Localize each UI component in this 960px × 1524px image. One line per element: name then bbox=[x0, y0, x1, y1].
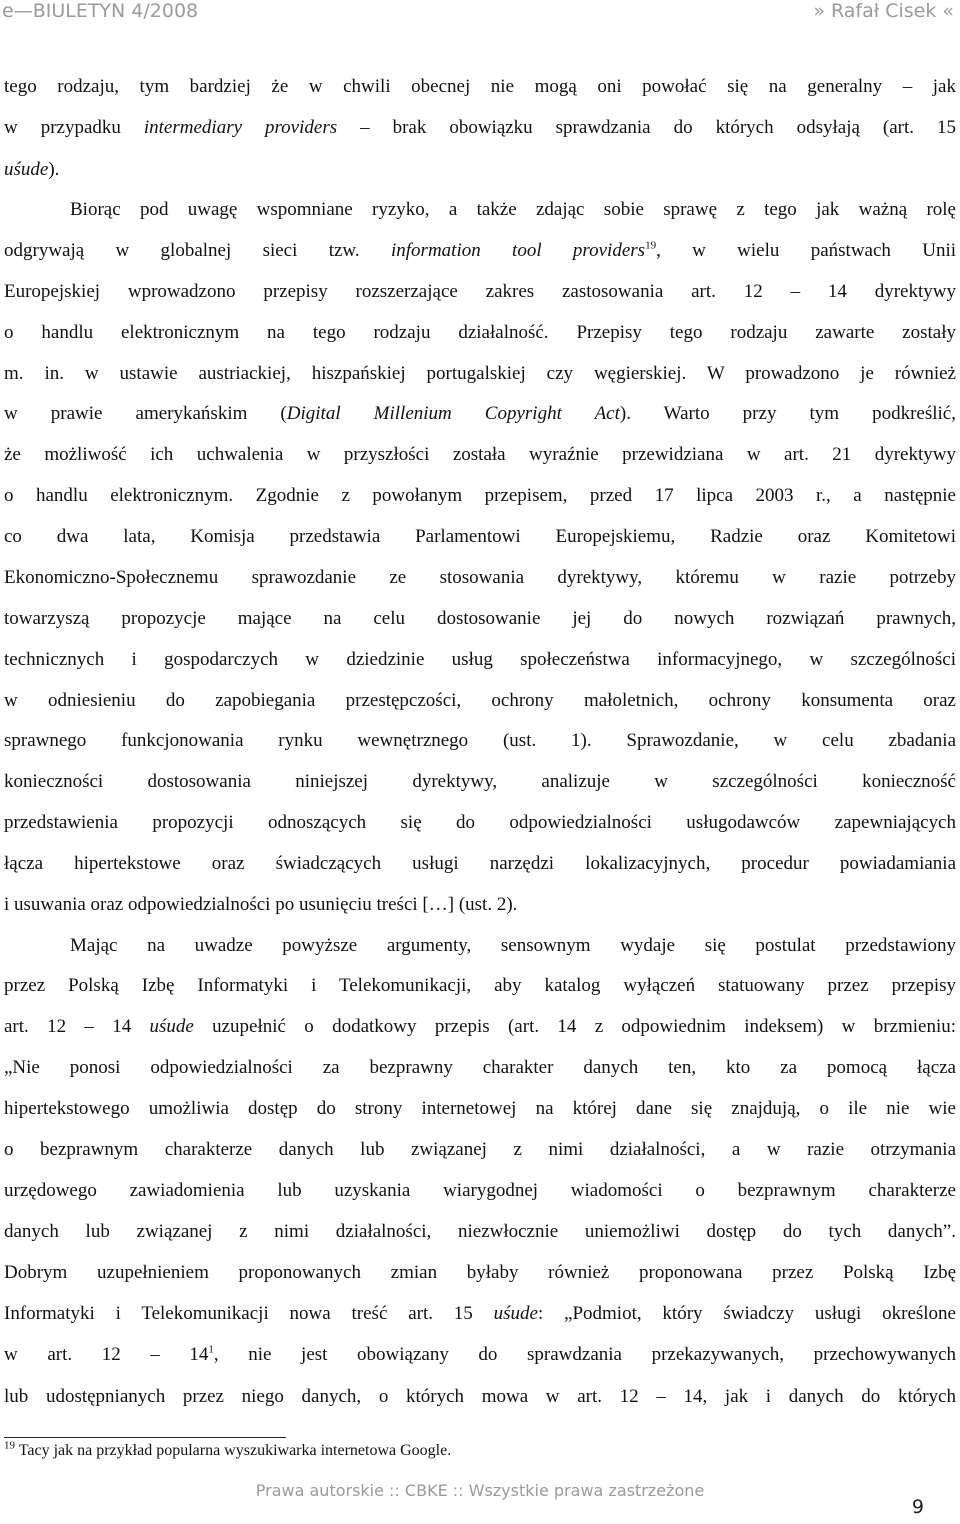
text-line: że możliwość ich uchwalenia w przyszłości została wyraźnie przewidziana w art. 21 dyrektywy bbox=[4, 444, 956, 465]
header-left: e—BIULETYN 4/2008 bbox=[2, 0, 199, 22]
text-line: Europejskiej wprowadzono przepisy rozszerzające zakres zastosowania art. 12 – 14 dyrektywy bbox=[4, 281, 956, 302]
text-line: przedstawienia propozycji odnoszących się do odpowiedzialności usługodawców zapewniających bbox=[4, 812, 956, 833]
footnote bbox=[4, 1439, 452, 1460]
text-line: sprawnego funkcjonowania rynku wewnętrznego (ust. 1). Sprawozdanie, w celu zbadania bbox=[4, 730, 956, 751]
index-superscript: 1 bbox=[208, 1343, 214, 1356]
text-line: Ekonomiczno-Społecznemu sprawozdanie ze stosowania dyrektywy, któremu w razie potrzeby bbox=[4, 567, 956, 588]
text-line: „Nie ponosi odpowiedzialności za bezprawny charakter danych ten, kto za pomocą łącza bbox=[4, 1057, 956, 1078]
text-line: towarzyszą propozycje mające na celu dostosowanie jej do nowych rozwiązań prawnych, bbox=[4, 608, 956, 629]
text-line: tego rodzaju, tym bardziej że w chwili obecnej nie mogą oni powołać się na generalny – jak bbox=[4, 76, 956, 97]
text-line: konieczności dostosowania niniejszej dyrektywy, analizuje w szczególności konieczność bbox=[4, 771, 956, 792]
text-line: technicznych i gospodarczych w dziedzinie usług społeczeństwa informacyjnego, w szczególności bbox=[4, 649, 956, 670]
text-line: m. in. w ustawie austriackiej, hiszpańskiej portugalskiej czy węgierskiej. W prowadzono je również bbox=[4, 363, 956, 384]
page-number: 9 bbox=[911, 1496, 924, 1518]
text-line: Biorąc pod uwagę wspomniane ryzyko, a także zdając sobie sprawę z tego jak ważną rolę bbox=[70, 199, 956, 220]
text-line: co dwa lata, Komisja przedstawia Parlamentowi Europejskiemu, Radzie oraz Komitetowi bbox=[4, 526, 956, 547]
footnote-text: Tacy jak na przykład popularna wyszukiwarka internetowa Google. bbox=[18, 1442, 452, 1459]
text-line: przez Polską Izbę Informatyki i Telekomunikacji, aby katalog wyłączeń statuowany przez przepisy bbox=[4, 975, 956, 996]
text-line: Informatyki i Telekomunikacji nowa treść art. 15 uśude: „Podmiot, który świadczy usługi określone bbox=[4, 1303, 956, 1324]
text-line: odgrywają w globalnej sieci tzw. information tool providers$^{19}$, w wielu państwach Unii bbox=[4, 239, 957, 261]
text-line: w odniesieniu do zapobiegania przestępczości, ochrony małoletnich, ochrony konsumenta oraz bbox=[4, 690, 956, 711]
footnote-number: 19 bbox=[4, 1439, 15, 1452]
footer-copyright: Prawa autorskie :: CBKE :: Wszystkie prawa zastrzeżone bbox=[255, 1481, 705, 1500]
text-line: w przypadku intermediary providers – brak obowiązku sprawdzania do których odsyłają (art. 15 bbox=[4, 117, 956, 138]
text-line: i usuwania oraz odpowiedzialności po usunięciu treści […] (ust. 2). bbox=[4, 894, 518, 915]
text-line: danych lub związanej z nimi działalności, niezwłocznie uniemożliwi dostęp do tych danych”. bbox=[4, 1221, 956, 1242]
text-line: w art. $12 - 14^1$, nie jest obowiązany do sprawdzania przekazywanych, przechowywanych bbox=[4, 1343, 957, 1365]
text-line: Mając na uwadze powyższe argumenty, sensownym wydaje się postulat przedstawiony bbox=[70, 935, 956, 956]
text-line: uśude). bbox=[4, 159, 60, 180]
text-line: urzędowego zawiadomienia lub uzyskania wiarygodnej wiadomości o bezprawnym charakterze bbox=[4, 1180, 956, 1201]
footnote-separator bbox=[4, 1437, 286, 1438]
text-line: lub udostępnianych przez niego danych, o których mowa w art. 12 – 14, jak i danych do których bbox=[4, 1386, 956, 1407]
text-line: o handlu elektronicznym na tego rodzaju działalność. Przepisy tego rodzaju zawarte zostały bbox=[4, 322, 956, 343]
header-right: » Rafał Cisek « bbox=[813, 0, 954, 22]
text-line: art. 12 – 14 uśude uzupełnić o dodatkowy przepis (art. 14 z odpowiednim indeksem) w brzmieniu: bbox=[4, 1016, 956, 1037]
text-line: hipertekstowego umożliwia dostęp do strony internetowej na której dane się znajdują, o ile nie wie bbox=[4, 1098, 956, 1119]
text-line: Dobrym uzupełnieniem proponowanych zmian byłaby również proponowana przez Polską Izbę bbox=[4, 1262, 956, 1283]
footnote-ref: 19 bbox=[645, 239, 657, 252]
text-line: o bezprawnym charakterze danych lub związanej z nimi działalności, a w razie otrzymania bbox=[4, 1139, 956, 1160]
text-line: o handlu elektronicznym. Zgodnie z powołanym przepisem, przed 17 lipca 2003 r., a następnie bbox=[4, 485, 956, 506]
text-line: w prawie amerykańskim (Digital Millenium Copyright Act). Warto przy tym podkreślić, bbox=[4, 403, 956, 424]
text-line: łącza hipertekstowe oraz świadczących usługi narzędzi lokalizacyjnych, procedur powiadamiania bbox=[4, 853, 956, 874]
